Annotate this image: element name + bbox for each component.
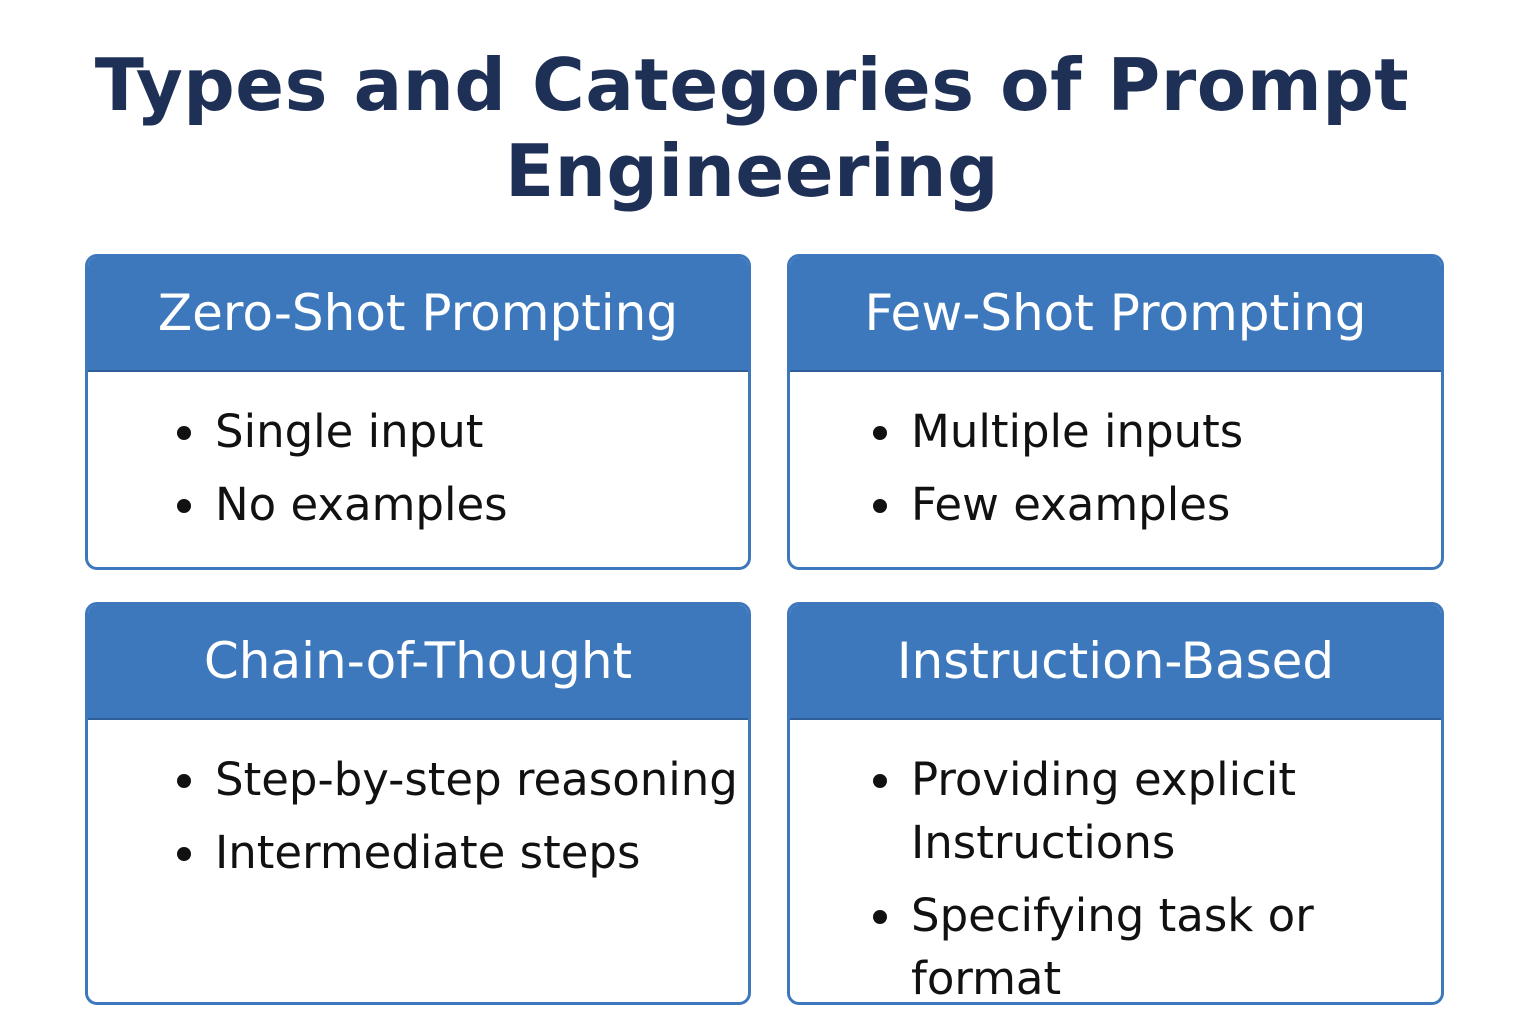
- card-instruction-based: [787, 602, 1444, 1005]
- bullet-dot-icon: [177, 499, 191, 513]
- bullet-item: [215, 400, 748, 463]
- bullet-text-line-1: Providing explicit: [911, 753, 1296, 806]
- bullet-item: [911, 884, 1441, 1005]
- bullet-item: [215, 748, 748, 811]
- card-body: [790, 372, 1441, 536]
- card-header: Few-Shot Prompting: [790, 257, 1441, 372]
- bullet-text: Multiple inputs: [911, 405, 1244, 458]
- bullet-text-line-2: Instructions: [911, 816, 1176, 869]
- page-title: [0, 42, 1504, 214]
- bullet-item: [215, 473, 748, 536]
- bullet-text: Single input: [215, 405, 484, 458]
- bullet-text-line-2: format: [911, 952, 1062, 1005]
- bullet-list: [911, 400, 1441, 536]
- bullet-dot-icon: [177, 847, 191, 861]
- card-body: [88, 720, 748, 884]
- page-title-line-1: Types and Categories of Prompt: [94, 43, 1410, 127]
- card-body: [88, 372, 748, 536]
- bullet-text: No examples: [215, 478, 508, 531]
- bullet-dot-icon: [873, 426, 887, 440]
- bullet-item: [911, 748, 1441, 874]
- card-header: Chain-of-Thought: [88, 605, 748, 720]
- bullet-dot-icon: [873, 499, 887, 513]
- card-body: [790, 720, 1441, 1005]
- page-title-line-2: Engineering: [504, 129, 1000, 213]
- card-few-shot-prompting: [787, 254, 1444, 570]
- bullet-item: [911, 473, 1441, 536]
- bullet-dot-icon: [177, 426, 191, 440]
- bullet-text-line-1: Specifying task or: [911, 889, 1314, 942]
- bullet-text: Intermediate steps: [215, 826, 641, 879]
- bullet-dot-icon: [873, 774, 887, 788]
- bullet-text: Few examples: [911, 478, 1231, 531]
- bullet-item: [911, 400, 1441, 463]
- bullet-text: Step-by-step reasoning: [215, 753, 738, 806]
- card-header: Zero-Shot Prompting: [88, 257, 748, 372]
- bullet-list: [215, 400, 748, 536]
- bullet-list: [215, 748, 748, 884]
- bullet-dot-icon: [177, 774, 191, 788]
- bullet-list: [911, 748, 1441, 1005]
- card-header: Instruction-Based: [790, 605, 1441, 720]
- bullet-item: [215, 821, 748, 884]
- card-zero-shot-prompting: [85, 254, 751, 570]
- bullet-dot-icon: [873, 910, 887, 924]
- card-chain-of-thought: [85, 602, 751, 1005]
